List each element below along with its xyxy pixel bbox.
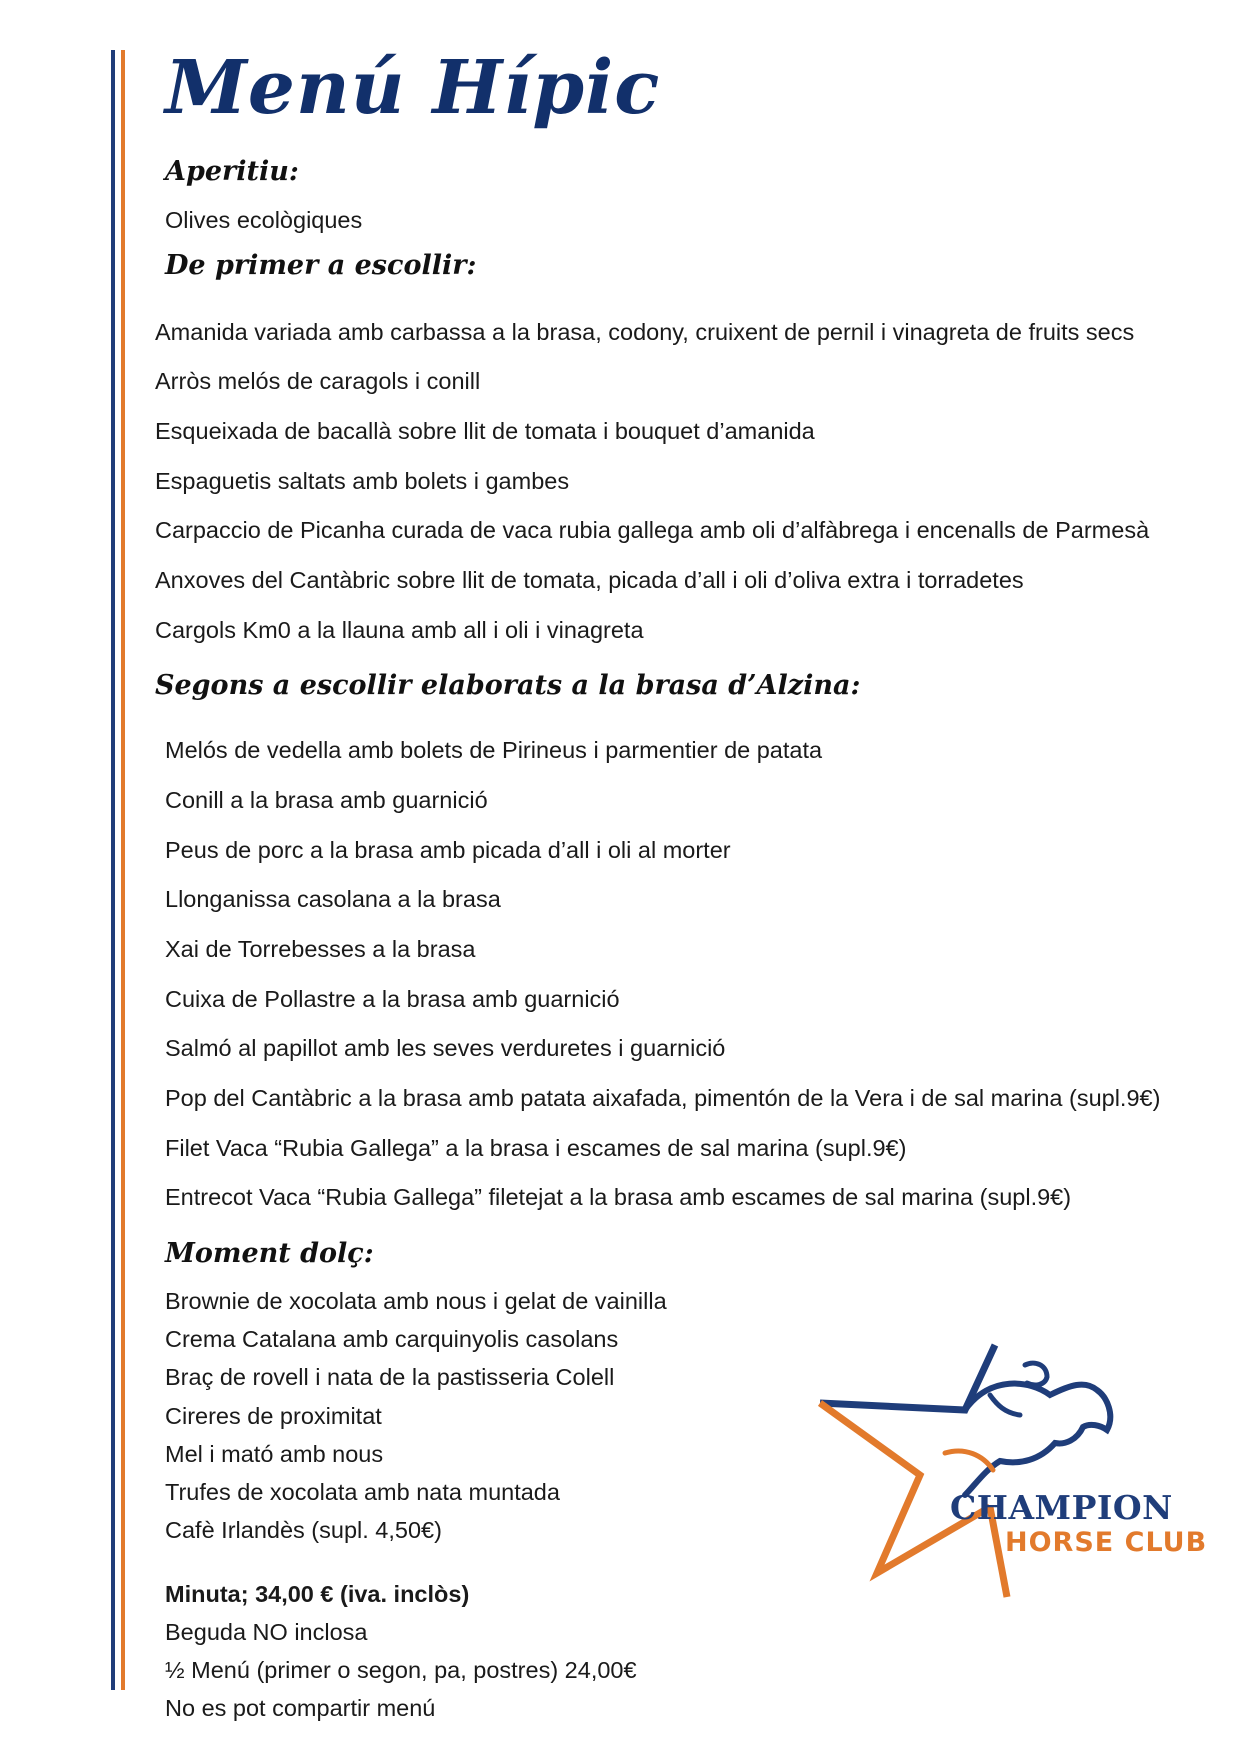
aperitiu-item: Olives ecològiques xyxy=(165,207,363,233)
segons-heading: Segons a escollir elaborats a la brasa d’Alzina: xyxy=(155,670,861,701)
primer-item: Cargols Km0 a la llauna amb all i oli i vinagreta xyxy=(155,617,644,643)
primer-item: Espaguetis saltats amb bolets i gambes xyxy=(155,468,570,494)
footer-note: No es pot compartir menú xyxy=(165,1695,436,1721)
left-border-orange-line xyxy=(121,50,125,1690)
segons-item: Filet Vaca “Rubia Gallega” a la brasa i escames de sal marina (supl.9€) xyxy=(165,1135,907,1161)
menu-price: Minuta; 34,00 € (iva. inclòs) xyxy=(165,1581,470,1607)
footer-note: ½ Menú (primer o segon, pa, postres) 24,00€ xyxy=(165,1657,637,1683)
dolc-item: Brownie de xocolata amb nous i gelat de vainilla xyxy=(165,1288,667,1314)
menu-title: Menú Hípic xyxy=(165,45,661,131)
primer-item: Arròs melós de caragols i conill xyxy=(155,368,481,394)
dolc-item: Cafè Irlandès (supl. 4,50€) xyxy=(165,1517,442,1543)
dolc-item: Trufes de xocolata amb nata muntada xyxy=(165,1479,560,1505)
segons-item: Llonganissa casolana a la brasa xyxy=(165,886,501,912)
logo-text-champion: CHAMPION xyxy=(950,1488,1173,1527)
logo-text-horse-club: HORSE CLUB xyxy=(1005,1527,1208,1558)
left-border-blue-line xyxy=(111,50,115,1690)
dolc-item: Cireres de proximitat xyxy=(165,1403,382,1429)
footer-note: Beguda NO inclosa xyxy=(165,1619,368,1645)
dolc-item: Crema Catalana amb carquinyolis casolans xyxy=(165,1326,619,1352)
segons-item: Cuixa de Pollastre a la brasa amb guarnició xyxy=(165,986,620,1012)
star-horse-icon xyxy=(815,1335,1170,1605)
aperitiu-heading: Aperitiu: xyxy=(165,156,299,187)
segons-item: Salmó al papillot amb les seves verduretes i guarnició xyxy=(165,1035,726,1061)
dolc-item: Braç de rovell i nata de la pastisseria Colell xyxy=(165,1364,615,1390)
dolc-heading: Moment dolç: xyxy=(165,1238,374,1269)
primer-item: Esqueixada de bacallà sobre llit de tomata i bouquet d’amanida xyxy=(155,418,815,444)
segons-item: Conill a la brasa amb guarnició xyxy=(165,787,488,813)
segons-item: Entrecot Vaca “Rubia Gallega” filetejat a la brasa amb escames de sal marina (supl.9€) xyxy=(165,1184,1072,1210)
primer-heading: De primer a escollir: xyxy=(165,250,477,281)
segons-item: Xai de Torrebesses a la brasa xyxy=(165,936,476,962)
segons-item: Peus de porc a la brasa amb picada d’all i oli al morter xyxy=(165,837,731,863)
primer-item: Carpaccio de Picanha curada de vaca rubia gallega amb oli d’alfàbrega i encenalls de Parmesà xyxy=(155,517,1150,543)
champion-horse-club-logo xyxy=(815,1335,1208,1605)
primer-item: Anxoves del Cantàbric sobre llit de tomata, picada d’all i oli d’oliva extra i torradetes xyxy=(155,567,1024,593)
segons-item: Melós de vedella amb bolets de Pirineus i parmentier de patata xyxy=(165,737,823,763)
primer-item: Amanida variada amb carbassa a la brasa, codony, cruixent de pernil i vinagreta de fruits secs xyxy=(155,319,1135,345)
segons-item: Pop del Cantàbric a la brasa amb patata aixafada, pimentón de la Vera i de sal marina (supl.9€) xyxy=(165,1085,1161,1111)
dolc-item: Mel i mató amb nous xyxy=(165,1441,384,1467)
